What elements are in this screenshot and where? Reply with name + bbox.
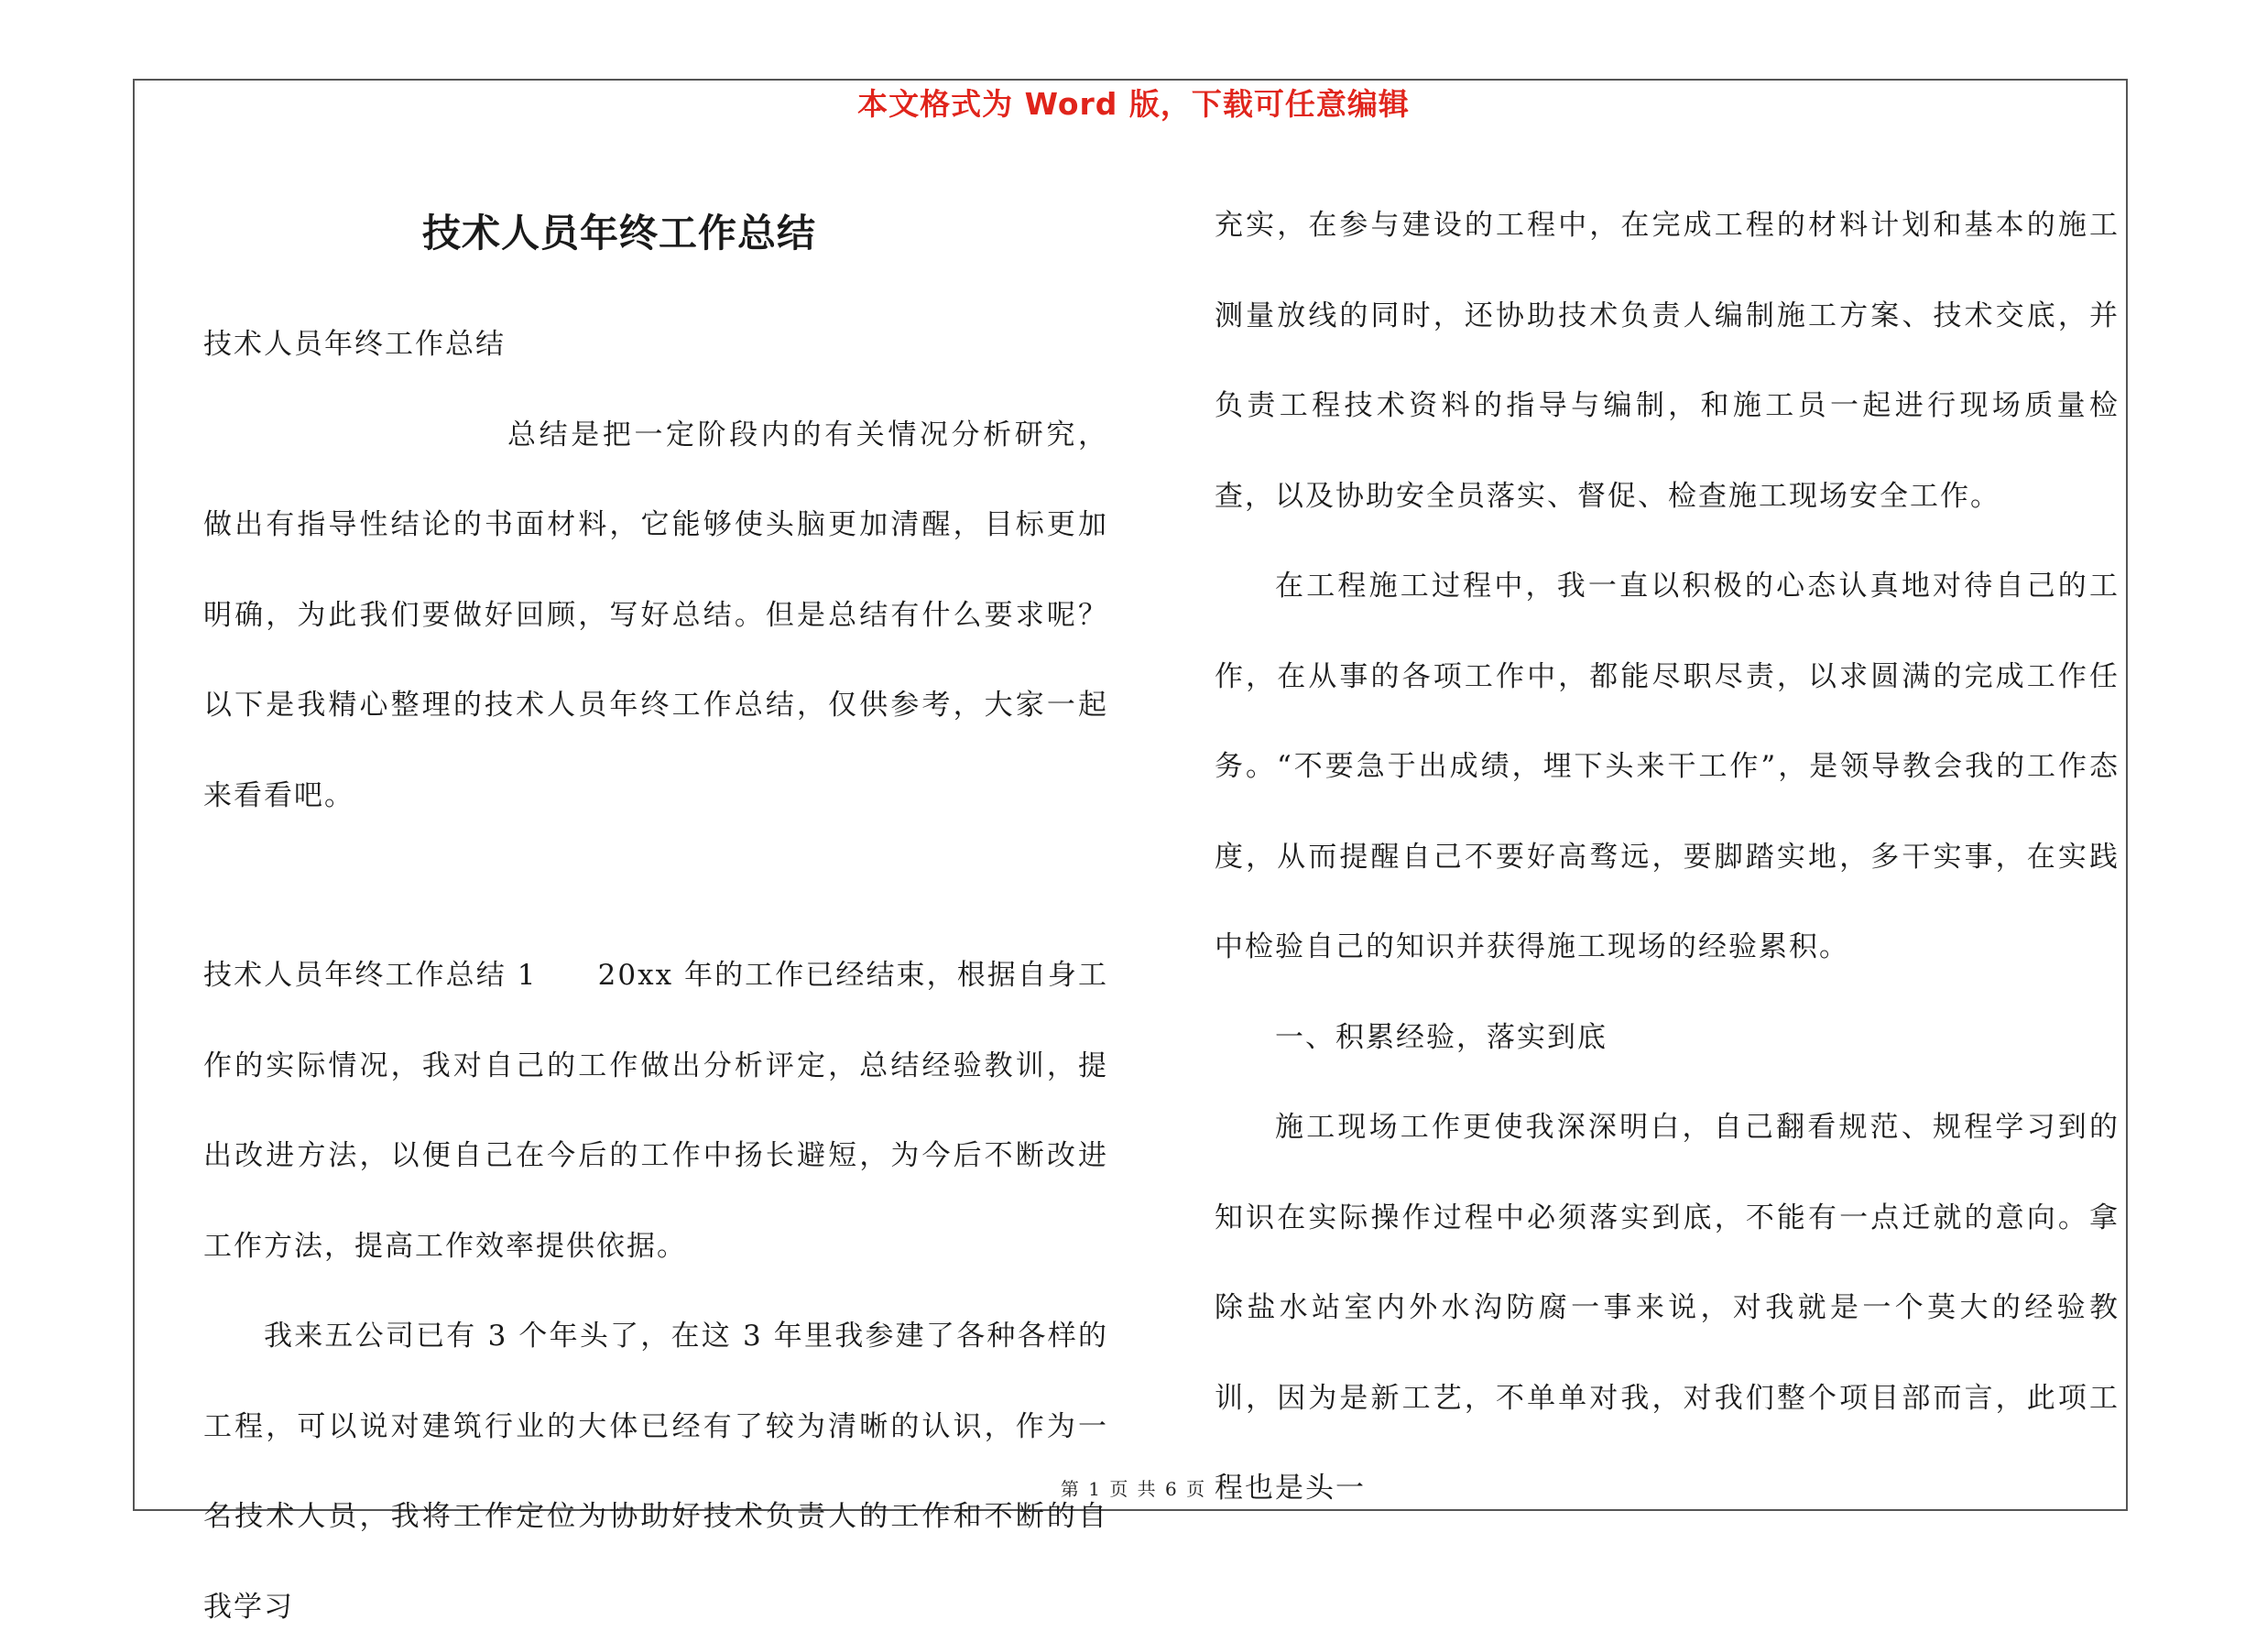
page-number: 第 1 页 共 6 页 [1060,1478,1207,1500]
right-column [1215,180,2120,1534]
format-banner: 本文格式为 Word 版，下载可任意编辑 [857,86,1410,122]
body-paragraph: 在工程施工过程中，我一直以积极的心态认真地对待自己的工作，在从事的各项工作中，都能尽职尽责，以求圆满的完成工作任务。“不要急于出成绩，埋下头来干工作”，是领导教会我的工作态度，从而提醒自己不要好高骛远，要脚踏实地，多干实事，在实践中检验自己的知识并获得施工现场的经验累积。 [1215,570,2120,963]
summary-1-paragraph: 技术人员年终工作总结 1 20xx 年的工作已经结束，根据自身工作的实际情况，我对自己的工作做出分析评定，总结经验教训，提出改进方法，以便自己在今后的工作中扬长避短，为今后不断改进工作方法，提高工作效率提供依据。 [203,959,1108,1263]
document-title: 技术人员年终工作总结 [421,211,816,255]
intro-paragraph: 总结是把一定阶段内的有关情况分析研究，做出有指导性结论的书面材料，它能够使头脑更加清醒，目标更加明确，为此我们要做好回顾，写好总结。但是总结有什么要求呢？以下是我精心整理的技术人员年终工作总结，仅供参考，大家一起来看看吧。 [203,418,1108,812]
section-heading: 一、积累经验，落实到底 [1275,1020,1608,1054]
subtitle: 技术人员年终工作总结 [203,328,506,361]
paragraph-spacer [203,841,1108,930]
left-column [203,179,1108,1652]
body-paragraph-continued: 充实，在参与建设的工程中，在完成工程的材料计划和基本的施工测量放线的同时，还协助技术负责人编制施工方案、技术交底，并负责工程技术资料的指导与编制，和施工员一起进行现场质量检查，以及协助安全员落实、督促、检查施工现场安全工作。 [1215,209,2120,513]
body-paragraph: 施工现场工作更使我深深明白，自己翻看规范、规程学习到的知识在实际操作过程中必须落实到底，不能有一点迁就的意向。拿除盐水站室内外水沟防腐一事来说，对我就是一个莫大的经验教训，因为是新工艺，不单单对我，对我们整个项目部而言，此项工程也是头一 [1215,1111,2120,1505]
body-paragraph: 我来五公司已有 3 个年头了，在这 3 年里我参建了各种各样的工程，可以说对建筑行业的大体已经有了较为清晰的认识，作为一名技术人员，我将工作定位为协助好技术负责人的工作和不断的自我学习 [203,1320,1108,1624]
